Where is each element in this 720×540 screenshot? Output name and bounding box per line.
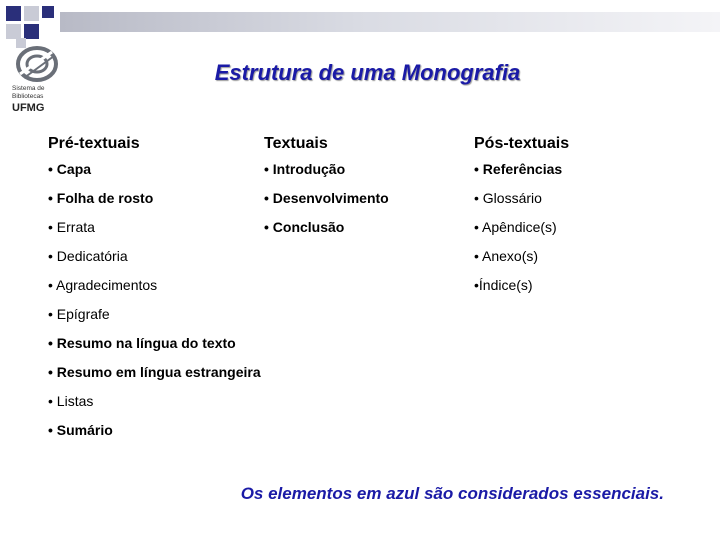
column-heading: Pré-textuais bbox=[48, 135, 140, 152]
list-item: • Epígrafe bbox=[48, 306, 110, 322]
list-item: • Errata bbox=[48, 219, 95, 235]
decor-square bbox=[6, 24, 21, 39]
list-item: •Índice(s) bbox=[474, 277, 533, 293]
page-title: Estrutura de uma Monografia bbox=[214, 60, 521, 85]
decor-square bbox=[6, 6, 21, 21]
column-heading: Textuais bbox=[264, 135, 328, 152]
element-list bbox=[474, 160, 714, 294]
footer-note: Os elementos em azul são considerados essenciais. bbox=[240, 484, 664, 503]
decor-square bbox=[42, 6, 54, 18]
list-item: • Capa bbox=[48, 161, 92, 177]
list-item: • Dedicatória bbox=[48, 248, 128, 264]
column-pre-textuais bbox=[48, 132, 263, 450]
column-textuais bbox=[264, 132, 469, 247]
list-item: • Resumo em língua estrangeira bbox=[48, 364, 261, 380]
element-list bbox=[264, 160, 469, 236]
list-item: • Referências bbox=[474, 161, 563, 177]
list-item: • Apêndice(s) bbox=[474, 219, 557, 235]
element-list bbox=[48, 160, 263, 439]
list-item: • Anexo(s) bbox=[474, 248, 539, 264]
list-item: • Agradecimentos bbox=[48, 277, 158, 293]
decor-square bbox=[24, 24, 39, 39]
header-bar bbox=[60, 12, 720, 32]
logo-line-3: UFMG bbox=[12, 102, 45, 114]
list-item: • Introdução bbox=[264, 161, 346, 177]
decor-square bbox=[24, 6, 39, 21]
logo-line-2: Bibliotecas bbox=[12, 93, 44, 100]
list-item: • Listas bbox=[48, 393, 94, 409]
list-item: • Resumo na língua do texto bbox=[48, 335, 236, 351]
list-item: • Conclusão bbox=[264, 219, 345, 235]
column-pos-textuais bbox=[474, 132, 714, 305]
column-heading: Pós-textuais bbox=[474, 135, 570, 152]
list-item: • Glossário bbox=[474, 190, 542, 206]
list-item: • Sumário bbox=[48, 422, 113, 438]
list-item: • Folha de rosto bbox=[48, 190, 154, 206]
list-item: • Desenvolvimento bbox=[264, 190, 389, 206]
logo-line-1: Sistema de bbox=[12, 85, 45, 92]
